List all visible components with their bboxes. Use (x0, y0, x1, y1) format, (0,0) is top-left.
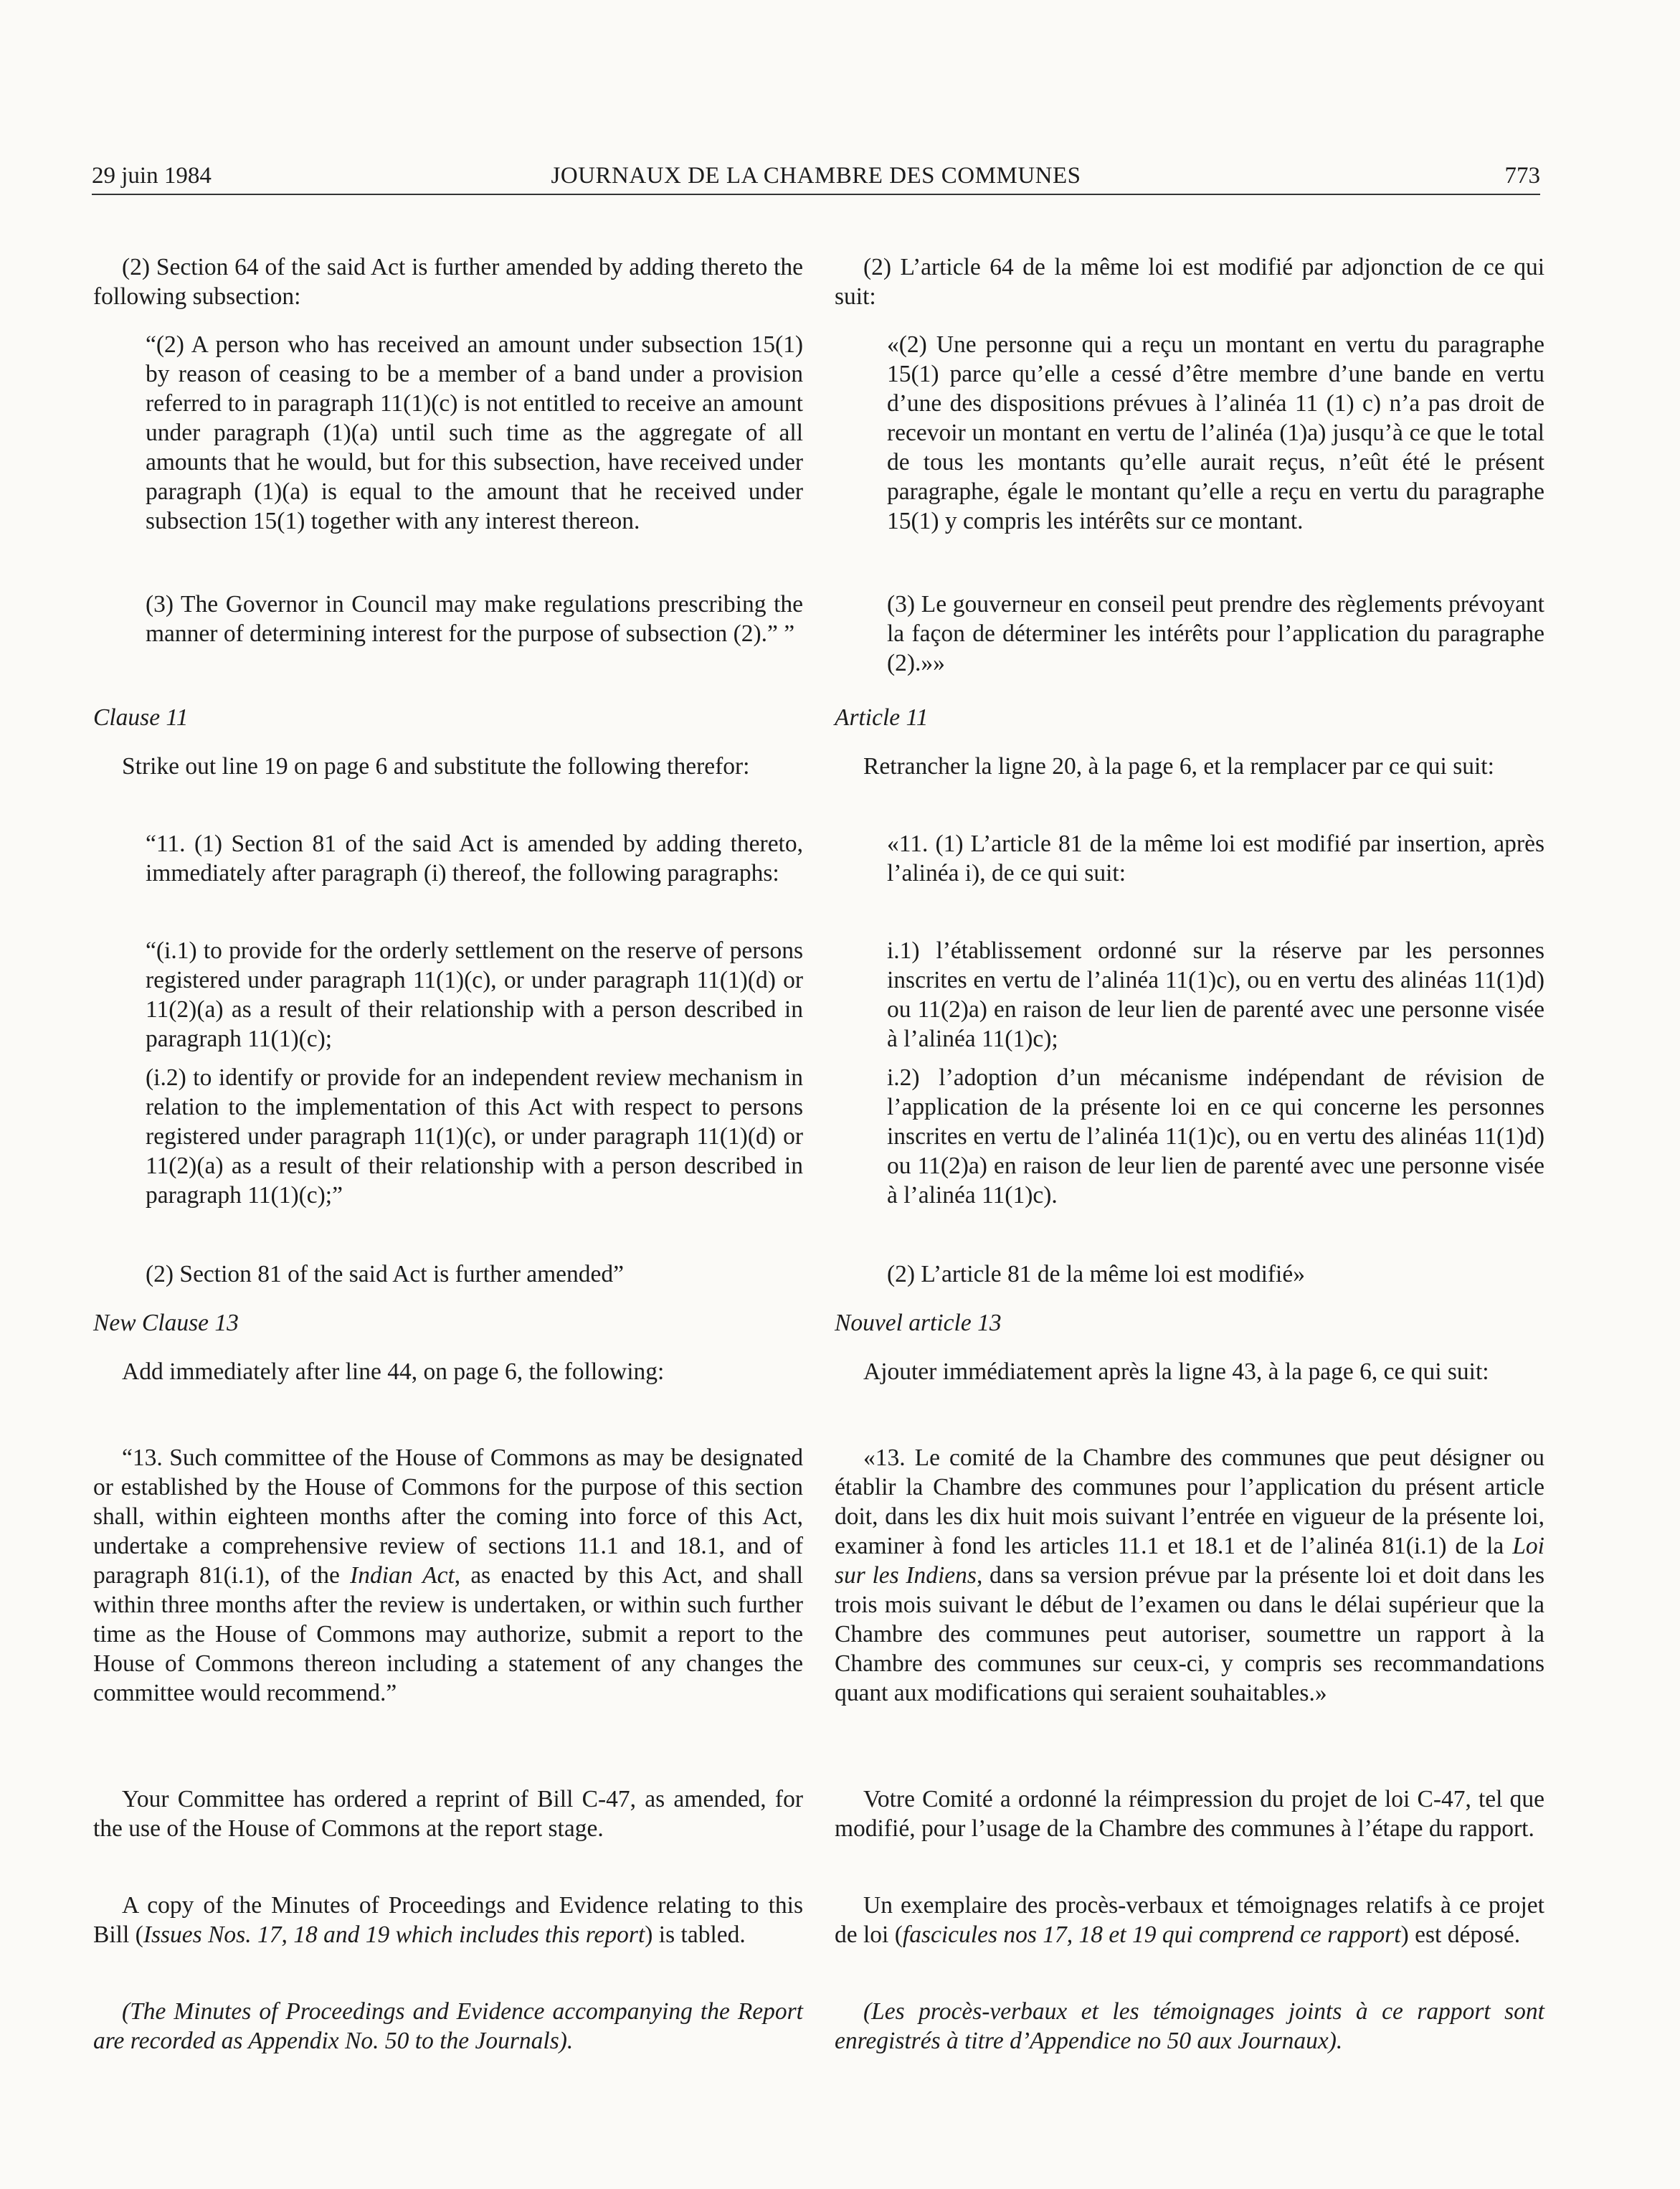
quoted-paragraph: (i.2) to identify or provide for an independent review mechanism in relation to the implementation of this Act with respect to persons registered under paragraph 11(1)(c), or under paragraph 11(1)(d) or 11(2)(a) as a result of their relationship with a person described in paragraph 11(1)(c);” (146, 1064, 803, 1209)
clause-heading: Nouvel article 13 (835, 1310, 1002, 1336)
quoted-paragraph: “(i.1) to provide for the orderly settlement on the reserve of persons registered under paragraph 11(1)(c), or under paragraph 11(1)(d) or 11(2)(a) as a result of their relationship with a person described in paragraph 11(1)(c); (146, 937, 803, 1052)
quoted-amendment: «11. (1) L’article 81 de la même loi est modifié par insertion, après l’alinéa i), de ce qui suit: (887, 831, 1544, 887)
quoted-new-clause: “13. Such committee of the House of Commons as may be designated or established by the House of Commons for the purpose of this section shall, within eighteen months after the coming into force of this Act, undertake a comprehensive review of sections 11.1 and 18.1, and of paragraph 81(i.1), of the Indian Act, as enacted by this Act, and shall within three months after the review is undertaken, or within such further time as the House of Commons may authorize, submit a report to the House of Commons thereon including a statement of any changes the committee would recommend.” (93, 1445, 803, 1706)
header-title: JOURNAUX DE LA CHAMBRE DES COMMUNES (551, 163, 1081, 189)
quoted-paragraph: (2) L’article 81 de la même loi est modifié» (887, 1261, 1305, 1287)
paragraph: Strike out line 19 on page 6 and substitute the following therefor: (122, 753, 750, 780)
paragraph: Un exemplaire des procès-verbaux et témoignages relatifs à ce projet de loi (fascicules nos 17, 18 et 19 qui comprend ce rapport) est déposé. (835, 1892, 1544, 1948)
paragraph: Votre Comité a ordonné la réimpression du projet de loi C-47, tel que modifié, pour l’usage de la Chambre des communes à l’étape du rapport. (835, 1786, 1544, 1842)
page-header (92, 159, 1540, 195)
appendix-note: (Les procès-verbaux et les témoignages joints à ce rapport sont enregistrés à titre d’Appendice no 50 aux Journaux). (835, 1998, 1544, 2054)
paragraph: (2) Section 64 of the said Act is further amended by adding thereto the following subsection: (93, 254, 803, 310)
paragraph: (2) L’article 64 de la même loi est modifié par adjonction de ce qui suit: (835, 254, 1544, 310)
quoted-paragraph: (2) Section 81 of the said Act is further amended” (146, 1261, 625, 1287)
header-date: 29 juin 1984 (92, 163, 212, 189)
clause-heading: Article 11 (835, 704, 929, 731)
paragraph: Retrancher la ligne 20, à la page 6, et la remplacer par ce qui suit: (863, 753, 1494, 780)
quoted-paragraph: i.1) l’établissement ordonné sur la réserve par les personnes inscrites en vertu de l’alinéa 11(1)c), ou en vertu des alinéas 11(1)d) ou 11(2)a) en raison de leur lien de parenté avec une personne visée à l’alinéa 11(1)c); (887, 937, 1544, 1052)
paragraph: Your Committee has ordered a reprint of Bill C-47, as amended, for the use of the House of Commons at the report stage. (93, 1786, 803, 1842)
paragraph: Add immediately after line 44, on page 6, the following: (122, 1358, 665, 1385)
clause-heading: New Clause 13 (93, 1310, 239, 1336)
quoted-paragraph: i.2) l’adoption d’un mécanisme indépendant de révision de l’application de la présente loi en ce qui concerne les personnes inscrites en vertu de l’alinéa 11(1)c), ou en vertu des alinéas 11(1)d) ou 11(2)a) en raison de leur lien de parenté avec une personne visée à l’alinéa 11(1)c). (887, 1064, 1544, 1209)
quoted-new-clause: «13. Le comité de la Chambre des communes que peut désigner ou établir la Chambre des communes pour l’application du présent article doit, dans les dix huit mois suivant l’entrée en vigueur de la présente loi, examiner à fond les articles 11.1 et 18.1 et de l’alinéa 81(i.1) de la Loi sur les Indiens, dans sa version prévue par la présente loi et doit dans les trois mois suivant le début de l’examen ou dans le délai supérieur que la Chambre des communes peut autoriser, soumettre un rapport à la Chambre des communes sur ceux-ci, y compris ses recommandations quant aux modifications qui seraient souhaitables.» (835, 1445, 1545, 1706)
quoted-amendment: “11. (1) Section 81 of the said Act is amended by adding thereto, immediately after paragraph (i) thereof, the following paragraphs: (146, 831, 803, 887)
clause-heading: Clause 11 (93, 704, 189, 731)
paragraph: A copy of the Minutes of Proceedings and Evidence relating to this Bill (Issues Nos. 17, 18 and 19 which includes this report) is tabled. (93, 1892, 803, 1948)
quoted-subsection: “(2) A person who has received an amount under subsection 15(1) by reason of ceasing to be a member of a band under a provision referred to in paragraph 11(1)(c) is not entitled to receive an amount under paragraph (1)(a) until such time as the aggregate of all amounts that he would, but for this subsection, have received under paragraph (1)(a) is equal to the amount that he received under subsection 15(1) together with any interest thereon. (146, 331, 803, 534)
quoted-subsection: «(2) Une personne qui a reçu un montant en vertu du paragraphe 15(1) parce qu’elle a cessé d’être membre d’une bande en vertu d’une des dispositions prévues à l’alinéa 11 (1) c) n’a pas droit de recevoir un montant en vertu de l’alinéa (1)a) jusqu’à ce que le total de tous les montants qu’elle aurait reçus, n’eût été le présent paragraphe, égale le montant qu’elle a reçu en vertu du paragraphe 15(1) y compris les intérêts sur ce montant. (887, 331, 1544, 534)
page-number: 773 (1504, 163, 1540, 189)
quoted-subsection: (3) The Governor in Council may make regulations prescribing the manner of determining interest for the purpose of subsection (2).” ” (146, 591, 803, 647)
appendix-note: (The Minutes of Proceedings and Evidence accompanying the Report are recorded as Appendix No. 50 to the Journals). (93, 1998, 803, 2054)
quoted-subsection: (3) Le gouverneur en conseil peut prendre des règlements prévoyant la façon de déterminer les intérêts pour l’application du paragraphe (2).»» (887, 591, 1544, 676)
paragraph: Ajouter immédiatement après la ligne 43, à la page 6, ce qui suit: (863, 1358, 1489, 1385)
